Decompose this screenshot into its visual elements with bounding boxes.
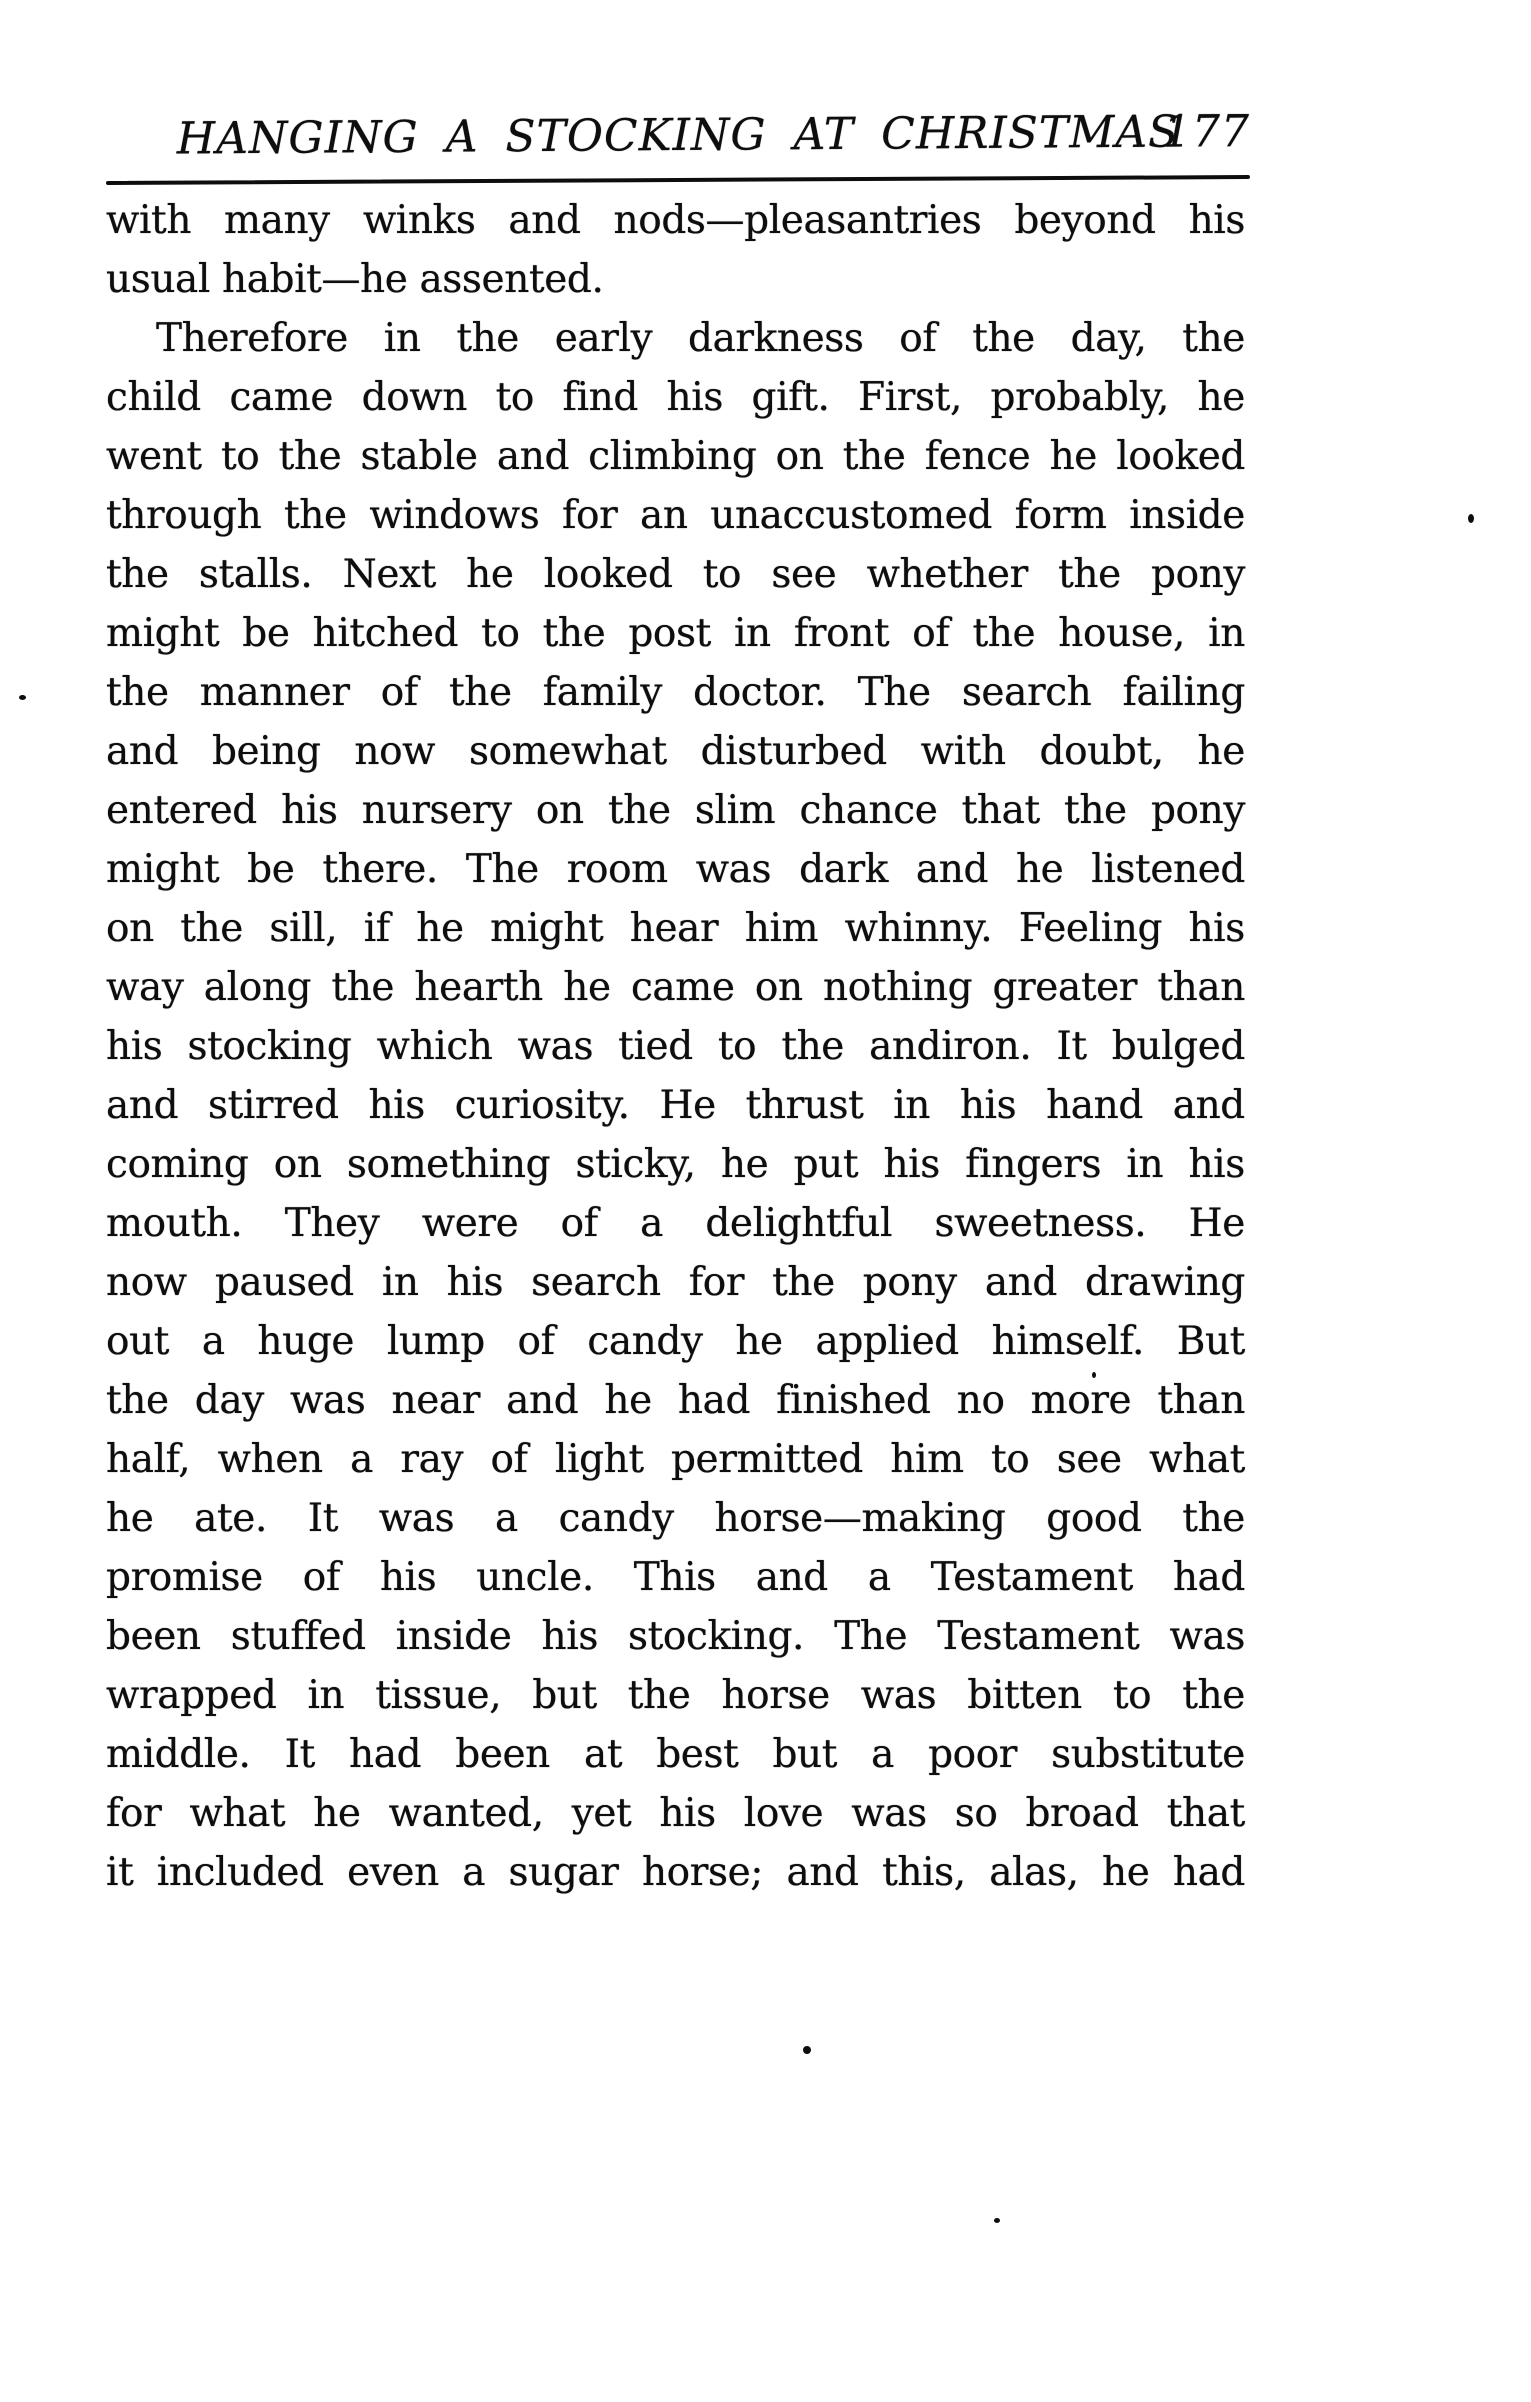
text-line: it included even a sugar horse; and this, alas, he had <box>106 1850 1245 1895</box>
text-line: half, when a ray of light permitted him to see what <box>106 1437 1245 1482</box>
text-line: wrapped in tissue, but the horse was bitten to the <box>106 1673 1245 1718</box>
scan-speck <box>19 695 26 700</box>
scan-speck <box>994 2218 1000 2223</box>
text-line: out a huge lump of candy he applied himself. But <box>106 1319 1245 1364</box>
text-line: mouth. They were of a delightful sweetness. He <box>106 1201 1245 1246</box>
running-header <box>106 106 1250 166</box>
text-line: he ate. It was a candy horse—making good the <box>106 1496 1245 1541</box>
scan-speck <box>1468 514 1474 523</box>
header-rule <box>106 175 1250 185</box>
text-line: Therefore in the early darkness of the day, the <box>156 316 1245 361</box>
page-number: 177 <box>1162 106 1251 158</box>
text-line: went to the stable and climbing on the fence he looked <box>106 434 1245 479</box>
text-line: now paused in his search for the pony and drawing <box>106 1260 1245 1305</box>
body-text <box>106 191 1245 1902</box>
text-line: the day was near and he had finished no more than <box>106 1378 1245 1423</box>
text-line: middle. It had been at best but a poor substitute <box>106 1732 1245 1777</box>
text-line: coming on something sticky, he put his fingers in his <box>106 1142 1245 1187</box>
scan-speck <box>803 2046 811 2054</box>
text-line: child came down to find his gift. First, probably, he <box>106 375 1245 420</box>
text-line: been stuffed inside his stocking. The Testament was <box>106 1614 1245 1659</box>
text-line: and being now somewhat disturbed with doubt, he <box>106 729 1245 774</box>
text-line: way along the hearth he came on nothing greater than <box>106 965 1245 1010</box>
scan-speck <box>1092 1372 1096 1378</box>
text-line: his stocking which was tied to the andiron. It bulged <box>106 1024 1245 1069</box>
text-line: usual habit—he assented. <box>106 257 604 302</box>
text-line: the manner of the family doctor. The search failing <box>106 670 1245 715</box>
text-line: the stalls. Next he looked to see whether the pony <box>106 552 1245 597</box>
text-line: might be hitched to the post in front of the house, in <box>106 611 1245 656</box>
chapter-title: HANGING A STOCKING AT CHRISTMAS <box>176 106 1180 165</box>
text-line: on the sill, if he might hear him whinny. Feeling his <box>106 906 1245 951</box>
text-line: for what he wanted, yet his love was so broad that <box>106 1791 1245 1836</box>
text-line: and stirred his curiosity. He thrust in his hand and <box>106 1083 1245 1128</box>
text-line: through the windows for an unaccustomed form inside <box>106 493 1245 538</box>
text-line: promise of his uncle. This and a Testament had <box>106 1555 1245 1600</box>
text-line: entered his nursery on the slim chance that the pony <box>106 788 1245 833</box>
text-line: with many winks and nods—pleasantries beyond his <box>106 198 1245 243</box>
text-line: might be there. The room was dark and he listened <box>106 847 1245 892</box>
